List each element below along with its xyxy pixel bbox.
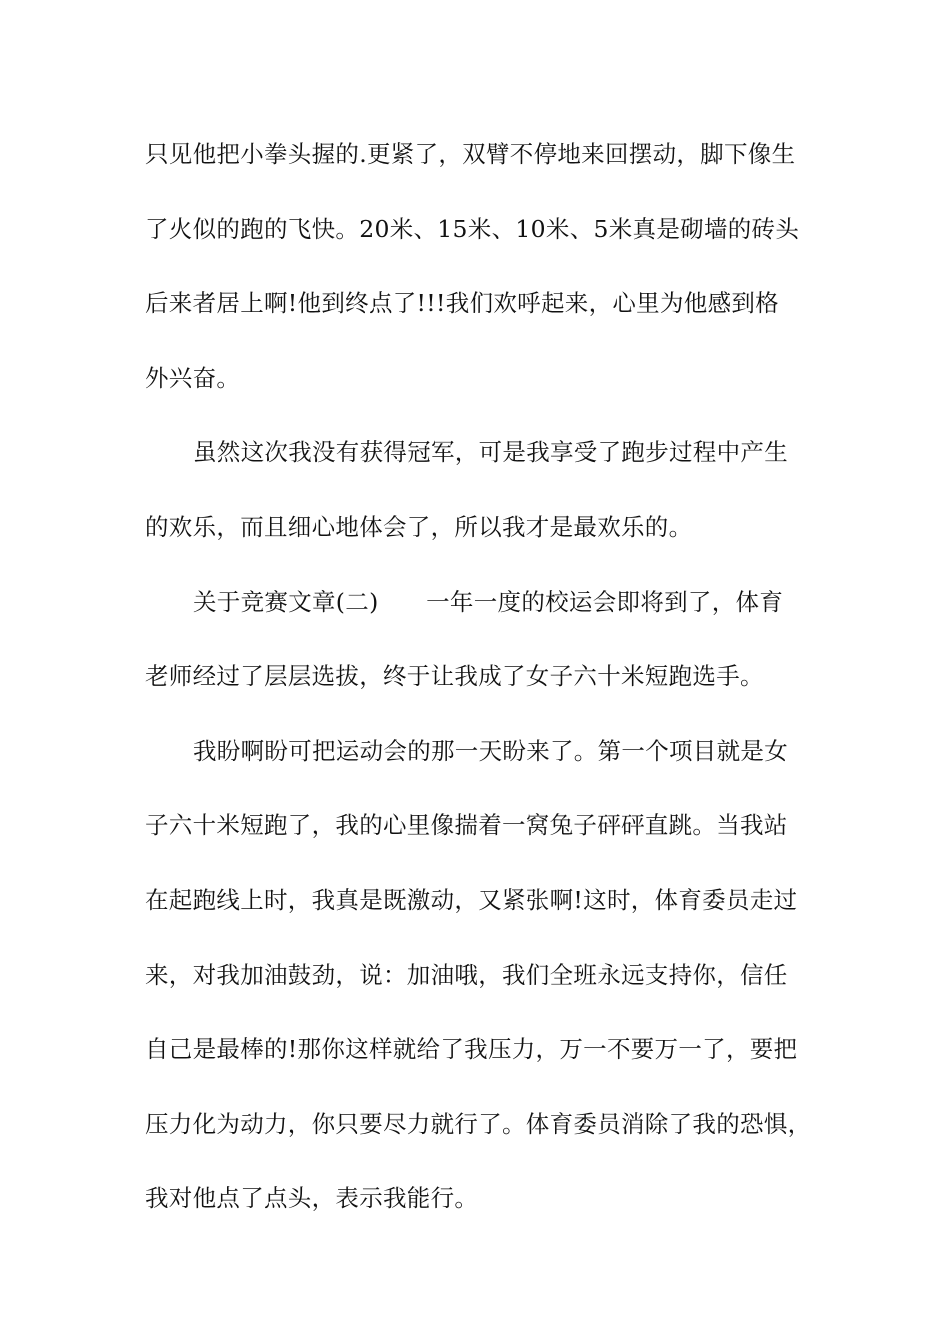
paragraph-first-line: 关于竞赛文章(二) 一年一度的校运会即将到了，体育	[193, 587, 784, 616]
text-line: 我对他点了点头，表示我能行。	[145, 1184, 479, 1213]
text-line: 外兴奋。	[145, 363, 241, 392]
text-line: 老师经过了层层选拔，终于让我成了女子六十米短跑选手。	[145, 662, 764, 691]
text-line: 只见他把小拳头握的.更紧了，双臂不停地来回摆动，脚下像生	[145, 140, 796, 168]
text-line: 了火似的跑的飞快。20米、15米、10米、5米真是砌墙的砖头	[145, 214, 800, 243]
text-line: 来，对我加油鼓劲，说：加油哦，我们全班永远支持你，信任	[145, 960, 788, 989]
document-body	[145, 130, 825, 1249]
text-line: 的欢乐，而且细心地体会了，所以我才是最欢乐的。	[145, 512, 693, 541]
paragraph-first-line: 我盼啊盼可把运动会的那一天盼来了。第一个项目就是女	[193, 736, 788, 765]
text-line: 子六十米短跑了，我的心里像揣着一窝兔子砰砰直跳。当我站	[145, 811, 788, 840]
paragraph-first-line: 虽然这次我没有获得冠军，可是我享受了跑步过程中产生	[193, 438, 788, 467]
text-line: 后来者居上啊!他到终点了!!!我们欢呼起来，心里为他感到格	[145, 289, 779, 318]
text-line: 在起跑线上时，我真是既激动，又紧张啊!这时，体育委员走过	[145, 885, 798, 914]
text-line: 自己是最棒的!那你这样就给了我压力，万一不要万一了，要把	[145, 1035, 798, 1064]
text-line: 压力化为动力，你只要尽力就行了。体育委员消除了我的恐惧，	[145, 1109, 812, 1138]
